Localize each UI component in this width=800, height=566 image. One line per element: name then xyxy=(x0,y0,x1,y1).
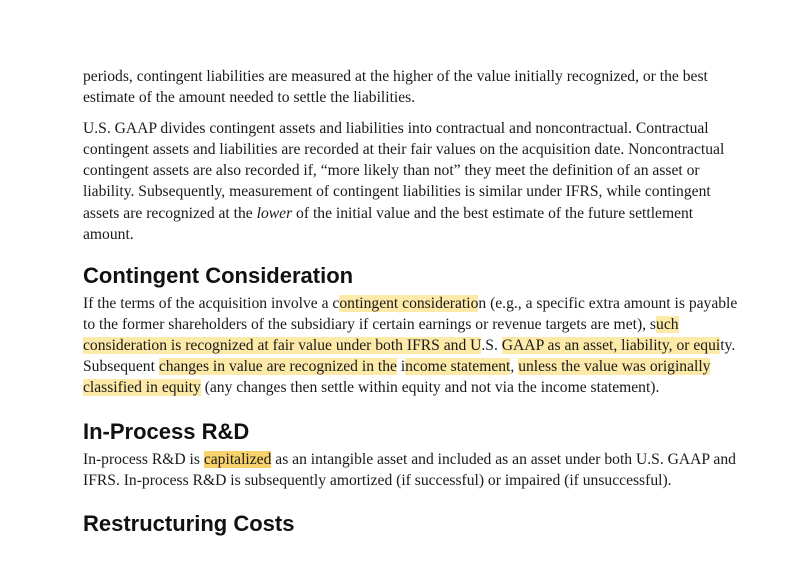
text-run: , xyxy=(510,358,519,376)
highlight: ontingent consideratio xyxy=(339,294,479,312)
heading-in-process-rd: In-Process R&D xyxy=(83,419,250,445)
paragraph-us-gaap-contingencies xyxy=(83,118,745,245)
highlight: unless the value was originally classified in equity xyxy=(83,358,711,397)
heading-contingent-consideration: Contingent Consideration xyxy=(83,262,354,288)
heading-restructuring-costs: Restructuring Costs xyxy=(83,511,295,537)
highlight: capitalized xyxy=(203,451,272,469)
text-run: (any changes then settle within equity and not via the income statement). xyxy=(200,379,660,397)
paragraph-contingent-consideration xyxy=(83,293,745,398)
highlight: GAAP as an asset, liability, or equi xyxy=(501,336,721,354)
text-run: n (e.g., a specific extra amount is payable to the former shareholders of the subsidiary if certain earnings or revenue targets are met), s xyxy=(83,294,738,333)
text-run: as an intangible asset and included as an asset under both U.S. GAAP and IFRS. In-process R&D is subsequently amortized (if successful) or impaired (if unsuccessful). xyxy=(83,451,736,490)
highlight: uch consideration is recognized at fair value under both IFRS and U xyxy=(83,315,679,354)
text-run: .S. xyxy=(481,336,502,354)
paragraph-contingent-liabilities-ifrs: periods, contingent liabilities are measured at the higher of the value initially recognized, or the best estimate of the amount needed to settle the liabilities. xyxy=(83,68,708,107)
text-run: i xyxy=(396,358,406,376)
highlight: ncome statement xyxy=(405,358,511,376)
text-run: U.S. GAAP divides contingent assets and liabilities into contractual and noncontractual. Contractual contingent assets and liabilities are recorded at their fair values on the acquisition date. Noncontractual contingent assets are also recorded if, “more likely than not” they meet the definition of an asset or liability. Subsequently, measurement of contingent liabilities is similar under IFRS, while contingent assets are recognized at the xyxy=(83,120,725,222)
text-run: In-process R&D is xyxy=(83,451,204,469)
text-run: of the initial value and the best estimate of the future settlement amount. xyxy=(83,204,694,243)
emphasis-lower: lower xyxy=(256,204,293,222)
highlight: changes in value are recognized in the xyxy=(158,358,397,376)
document-page xyxy=(83,66,745,541)
text-run: If the terms of the acquisition involve a c xyxy=(83,294,340,312)
paragraph-in-process-rd xyxy=(83,449,745,491)
text-run: ty. Subsequent xyxy=(83,336,736,376)
